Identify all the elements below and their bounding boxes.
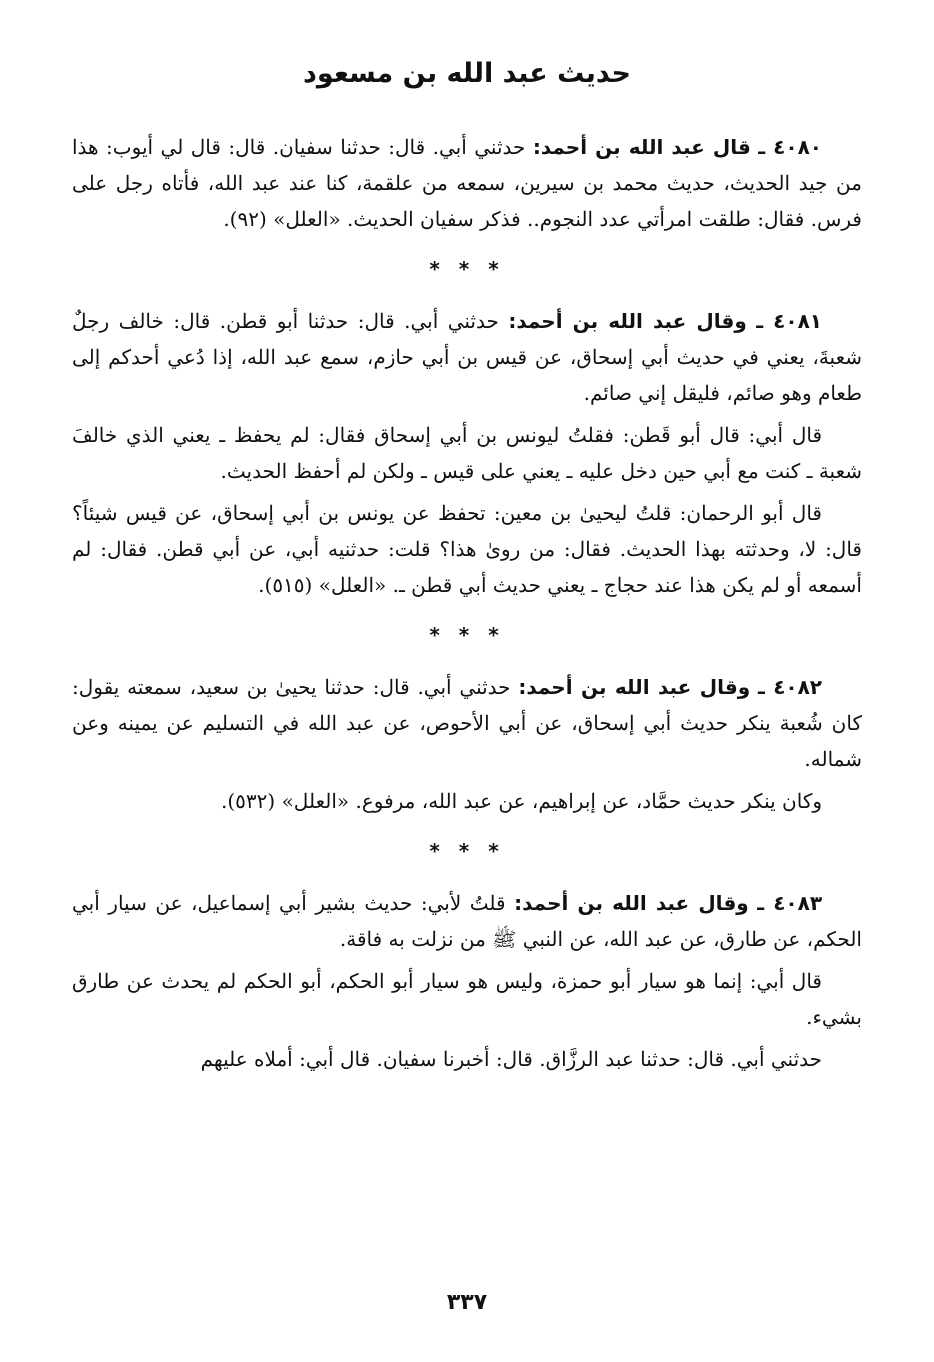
entry-paragraph: قال أبي: قال أبو قَطن: فقلتُ ليونس بن أبي إسحاق فقال: لم يحفظ ـ يعني الذي خالفَ شعبة ـ كنت مع أبي حين دخل عليه ـ يعني على قيس ـ ولكن لم أحفظ الحديث. bbox=[72, 423, 862, 483]
entry-text: حدثني أبي. قال: حدثنا يحيىٰ بن سعيد، سمعته يقول: كان شُعبة ينكر حديث أبي إسحاق، عن أبي الأحوص، عن عبد الله في التسليم عن يمينه وعن شماله. bbox=[72, 675, 862, 771]
entry-paragraph bbox=[72, 885, 862, 957]
entry-lead: قال عبد الله بن أحمد: bbox=[532, 135, 751, 159]
entry-paragraph: قال أبو الرحمان: قلتُ ليحيىٰ بن معين: تحفظ عن يونس بن أبي إسحاق، عن قيس شيئاً؟ قال: لا، وحدثته بهذا الحديث. فقال: من روىٰ هذا؟ قلت: حدثنيه أبي، عن أبي قطن. فقال: لم أسمعه أو لم يكن هذا عند حجاج ـ يعني حديث أبي قطن ـ. «العلل» (٥١٥). bbox=[72, 501, 862, 597]
entry-number: ٤٠٨٠ ـ bbox=[758, 135, 822, 159]
entry-paragraph bbox=[72, 669, 862, 777]
entry-lead: وقال عبد الله بن أحمد: bbox=[514, 891, 749, 915]
entry-paragraph: وكان ينكر حديث حمَّاد، عن إبراهيم، عن عبد الله، مرفوع. «العلل» (٥٣٢). bbox=[221, 789, 822, 813]
hadith-entry bbox=[72, 303, 862, 603]
hadith-entry bbox=[72, 669, 862, 819]
entry-number: ٤٠٨٢ ـ bbox=[757, 675, 823, 699]
entry-number: ٤٠٨١ ـ bbox=[756, 309, 822, 333]
entry-lead: وقال عبد الله بن أحمد: bbox=[518, 675, 751, 699]
hadith-entry bbox=[72, 885, 862, 1077]
entry-text: قلتُ لأبي: حديث بشير أبي إسماعيل، عن سيار أبي الحكم، عن طارق، عن عبد الله، عن النبي ﷺ من نزلت به فاقة. bbox=[72, 891, 862, 951]
entry-paragraph bbox=[72, 129, 862, 237]
entry-paragraph: حدثني أبي. قال: حدثنا عبد الرزَّاق. قال: أخبرنا سفيان. قال أبي: أملاه عليهم bbox=[200, 1047, 822, 1071]
entry-lead: وقال عبد الله بن أحمد: bbox=[508, 309, 747, 333]
entry-paragraph: قال أبي: إنما هو سيار أبو حمزة، وليس هو سيار أبو الحكم، أبو الحكم لم يحدث عن طارق بشيء. bbox=[72, 969, 862, 1029]
hadith-entry bbox=[72, 129, 862, 237]
section-separator: * * * bbox=[429, 623, 505, 647]
page-title: حديث عبد الله بن مسعود bbox=[303, 58, 631, 89]
entry-text: حدثني أبي. قال: حدثنا أبو قطن. قال: خالف رجلٌ شعبةَ، يعني في حديث أبي إسحاق، عن قيس بن أبي حازم، سمع عبد الله، إذا دُعي أحدكم إلى طعام وهو صائم، فليقل إني صائم. bbox=[72, 309, 862, 405]
entry-paragraph bbox=[72, 303, 862, 411]
section-separator: * * * bbox=[429, 257, 505, 281]
entry-number: ٤٠٨٣ ـ bbox=[757, 891, 823, 915]
section-separator: * * * bbox=[429, 839, 505, 863]
page-number: ٣٣٧ bbox=[446, 1290, 488, 1315]
entry-text: حدثني أبي. قال: حدثنا سفيان. قال: قال لي أيوب: هذا من جيد الحديث، حديث محمد بن سيرين، سمعه من علقمة، كنا عند عبد الله، فأتاه رجل على فرس. فقال: طلقت امرأتي عدد النجوم.. فذكر سفيان الحديث. «العلل» (٩٢). bbox=[72, 135, 862, 231]
